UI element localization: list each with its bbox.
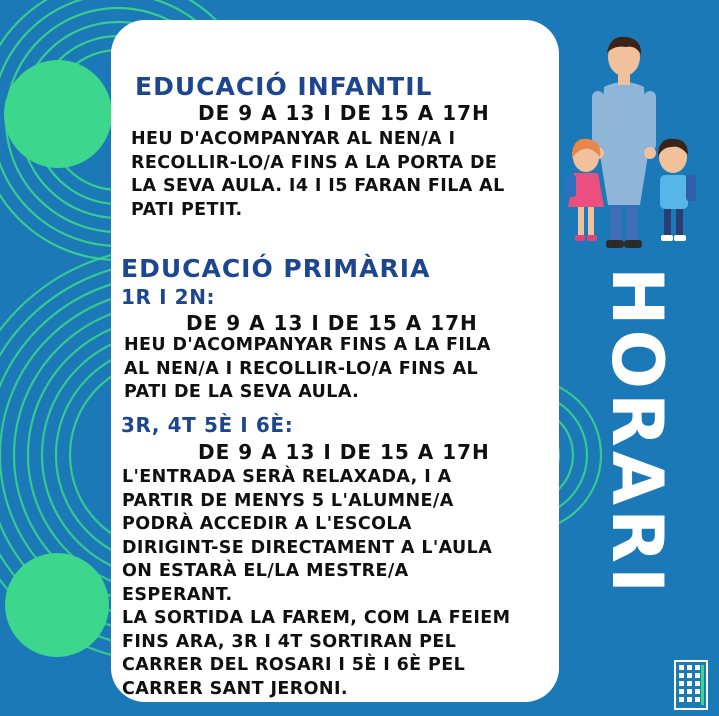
primaria-group1-hours: DE 9 A 13 I DE 15 A 17H — [186, 311, 478, 335]
family-illustration — [562, 35, 712, 255]
primaria-group2-text: L'ENTRADA SERÀ RELAXADA, I A PARTIR DE MENYS 5 L'ALUMNE/A PODRÀ ACCEDIR A L'ESCOLA DIRIGINT-SE DIRECTAMENT A L'AULA ON ESTARÀ EL/LA MESTRE/A ESPERANT. LA SORTIDA LA FAREM, COM LA FEIEM FINS ARA, 3R I 4T SORTIRAN PEL CARRER DEL ROSARI I 5È I 6È PEL CARRER SANT JERONI. — [122, 467, 511, 699]
green-circle-bottom — [5, 553, 109, 657]
side-title: HORARI — [596, 266, 678, 598]
primaria-group2-hours: DE 9 A 13 I DE 15 A 17H — [198, 440, 490, 464]
primaria-heading: EDUCACIÓ PRIMÀRIA — [121, 254, 431, 283]
primaria-group1-text: HEU D'ACOMPANYAR FINS A LA FILA AL NEN/A I RECOLLIR-LO/A FINS AL PATI DE LA SEVA AULA. — [124, 335, 491, 402]
green-circle-top — [4, 60, 112, 168]
school-building-icon — [674, 660, 708, 710]
primaria-group1-label: 1R I 2N: — [121, 285, 216, 309]
boy-figure — [658, 139, 696, 241]
girl-figure — [566, 139, 604, 241]
adult-figure — [592, 37, 656, 248]
infantil-hours: DE 9 A 13 I DE 15 A 17H — [198, 101, 490, 125]
primaria-group2-label: 3R, 4T 5È I 6È: — [121, 413, 294, 437]
infantil-text: HEU D'ACOMPANYAR AL NEN/A I RECOLLIR-LO/A FINS A LA PORTA DE LA SEVA AULA. I4 I I5 FARAN FILA AL PATI PETIT. — [131, 129, 505, 220]
infantil-heading: EDUCACIÓ INFANTIL — [135, 72, 433, 101]
